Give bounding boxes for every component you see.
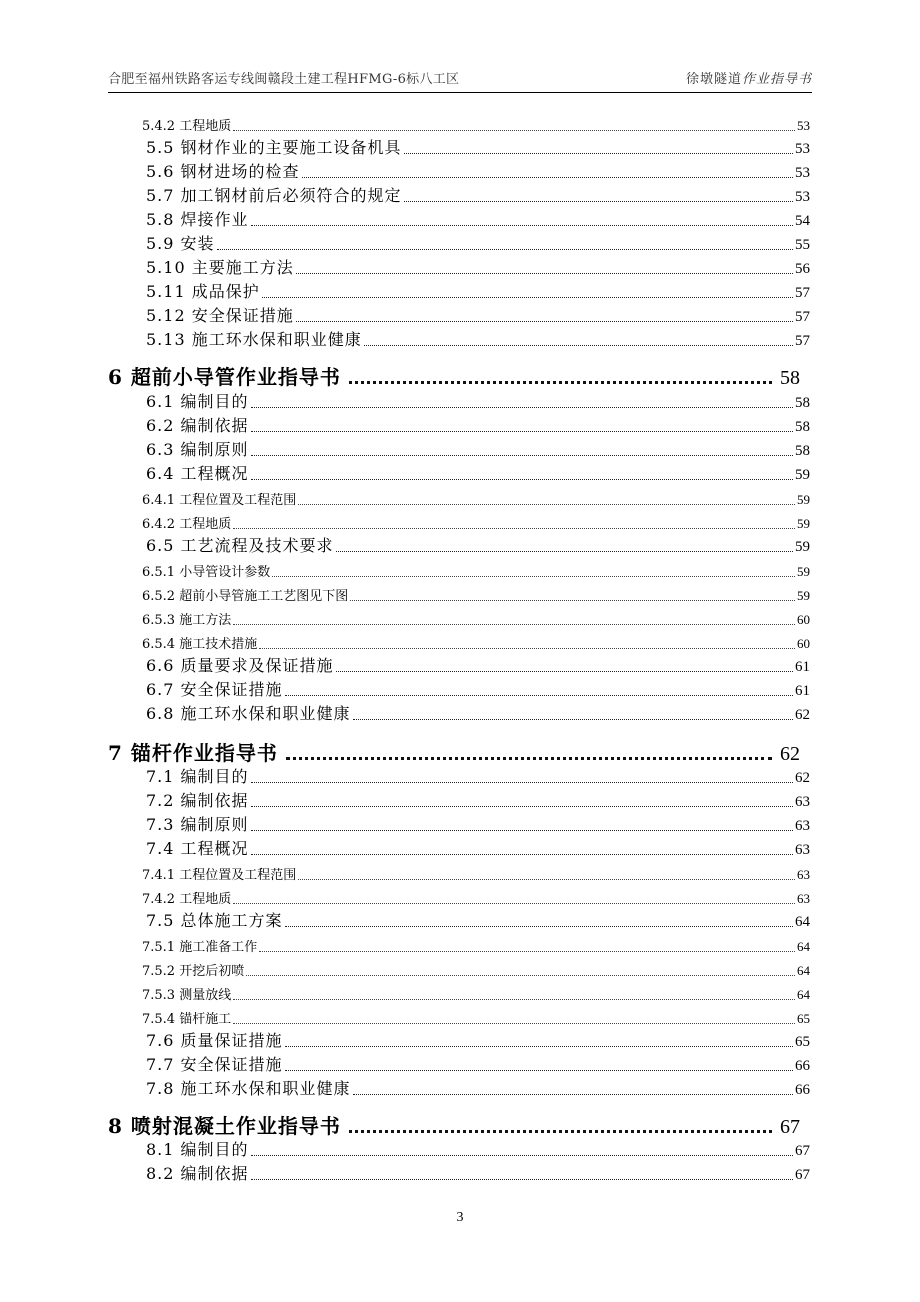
toc-entry-title: 7.8 施工环水保和职业健康 (146, 1079, 351, 1098)
toc-entry-page-number: 63 (795, 818, 810, 834)
toc-entry[interactable] (146, 1029, 810, 1051)
toc-entry-title: 7.5.3 测量放线 (142, 988, 232, 1003)
toc-entry-title: 6.5.2 超前小导管施工工艺图见下图 (142, 589, 349, 604)
toc-entry-title: 5.12 安全保证措施 (146, 306, 294, 325)
toc-dot-leader (285, 1046, 793, 1047)
toc-entry-page-number: 59 (797, 516, 810, 531)
toc-entry-title: 6.5.1 小导管设计参数 (142, 565, 271, 580)
toc-entry[interactable] (146, 390, 810, 412)
toc-entry-page-number: 66 (795, 1058, 810, 1074)
toc-entry-page-number: 55 (795, 237, 810, 253)
toc-dot-leader (251, 455, 793, 456)
toc-entry[interactable] (146, 909, 810, 931)
toc-dot-leader (251, 1179, 793, 1180)
toc-dot-leader (302, 177, 793, 178)
toc-entry-title: 6.5 工艺流程及技术要求 (146, 536, 334, 555)
toc-entry-page-number: 58 (795, 419, 810, 435)
toc-dot-leader (349, 1130, 772, 1133)
toc-entry[interactable] (142, 112, 810, 134)
toc-entry-title: 5.7 加工钢材前后必须符合的规定 (146, 186, 402, 205)
toc-entry[interactable] (142, 981, 810, 1003)
toc-entry[interactable] (146, 837, 810, 859)
toc-entry-page-number: 59 (797, 492, 810, 507)
toc-entry-title: 5.9 安装 (146, 234, 215, 253)
toc-dot-leader (272, 576, 795, 577)
toc-chapter-entry[interactable] (108, 362, 800, 390)
toc-dot-leader (259, 951, 795, 952)
toc-dot-leader (259, 648, 795, 649)
toc-entry-title: 7.5.1 施工准备工作 (142, 940, 258, 955)
toc-entry-title: 7.7 安全保证措施 (146, 1055, 283, 1074)
toc-dot-leader (251, 854, 793, 855)
toc-dot-leader (233, 999, 795, 1000)
toc-entry[interactable] (146, 678, 810, 700)
toc-entry[interactable] (146, 462, 810, 484)
toc-dot-leader (233, 130, 795, 131)
toc-entry-title: 6.7 安全保证措施 (146, 680, 283, 699)
toc-entry-title: 6.1 编制目的 (146, 392, 249, 411)
toc-dot-leader (251, 782, 793, 783)
toc-entry-title: 6 超前小导管作业指导书 (108, 365, 341, 389)
toc-dot-leader (285, 695, 793, 696)
toc-entry[interactable] (146, 232, 810, 254)
toc-entry[interactable] (146, 1138, 810, 1160)
toc-entry-title: 6.4.2 工程地质 (142, 517, 232, 532)
toc-entry[interactable] (146, 765, 810, 787)
toc-entry-page-number: 62 (795, 770, 810, 786)
header-project-title: 合肥至福州铁路客运专线闽赣段土建工程HFMG-6标八工区 (108, 72, 460, 87)
toc-entry-title: 6.4.1 工程位置及工程范围 (142, 493, 297, 508)
toc-entry-title: 7.3 编制原则 (146, 815, 249, 834)
toc-dot-leader (286, 757, 772, 760)
toc-entry-page-number: 60 (797, 636, 810, 651)
toc-entry[interactable] (146, 280, 810, 302)
toc-dot-leader (233, 903, 795, 904)
toc-entry[interactable] (142, 510, 810, 532)
toc-entry-page-number: 53 (795, 165, 810, 181)
toc-entry[interactable] (146, 328, 810, 350)
toc-dot-leader (285, 1070, 793, 1071)
toc-entry-title: 8 喷射混凝土作业指导书 (108, 1114, 341, 1138)
toc-chapter-entry[interactable] (108, 738, 800, 766)
toc-entry-page-number: 58 (780, 367, 800, 389)
toc-dot-leader (233, 528, 795, 529)
toc-entry-title: 7.4.2 工程地质 (142, 892, 232, 907)
toc-dot-leader (251, 407, 793, 408)
toc-entry[interactable] (142, 558, 810, 580)
toc-entry-page-number: 53 (795, 141, 810, 157)
toc-dot-leader (262, 297, 793, 298)
toc-dot-leader (298, 504, 795, 505)
toc-entry[interactable] (146, 789, 810, 811)
toc-entry-page-number: 60 (797, 612, 810, 627)
toc-entry-title: 7.5.4 锚杆施工 (142, 1012, 232, 1027)
toc-entry-title: 7.6 质量保证措施 (146, 1031, 283, 1050)
toc-entry-page-number: 65 (797, 1011, 810, 1026)
toc-entry-page-number: 53 (797, 118, 810, 133)
toc-dot-leader (246, 975, 795, 976)
toc-entry[interactable] (146, 438, 810, 460)
toc-dot-leader (251, 431, 793, 432)
toc-entry-page-number: 63 (795, 842, 810, 858)
toc-chapter-entry[interactable] (108, 1111, 800, 1139)
toc-entry-title: 8.2 编制依据 (146, 1164, 249, 1183)
toc-entry[interactable] (146, 304, 810, 326)
toc-entry[interactable] (146, 702, 810, 724)
toc-entry-title: 5.11 成品保护 (146, 282, 260, 301)
toc-entry-title: 5.10 主要施工方法 (146, 258, 294, 277)
toc-entry-title: 7.1 编制目的 (146, 767, 249, 786)
header-doc-type: 作业指导书 (741, 72, 812, 87)
toc-entry-page-number: 57 (795, 309, 810, 325)
toc-dot-leader (336, 551, 793, 552)
toc-dot-leader (349, 381, 772, 384)
toc-entry-page-number: 67 (795, 1167, 810, 1183)
page-number: 3 (456, 1210, 464, 1225)
toc-entry-page-number: 59 (797, 588, 810, 603)
toc-entry-page-number: 64 (797, 963, 810, 978)
toc-entry-title: 6.5.3 施工方法 (142, 613, 232, 628)
toc-entry-page-number: 64 (797, 987, 810, 1002)
toc-entry-page-number: 61 (795, 659, 810, 675)
toc-entry-page-number: 63 (795, 794, 810, 810)
toc-entry[interactable] (146, 1077, 810, 1099)
toc-dot-leader (296, 321, 793, 322)
toc-entry-page-number: 64 (797, 939, 810, 954)
toc-entry-title: 5.13 施工环水保和职业健康 (146, 330, 362, 349)
toc-dot-leader (350, 600, 795, 601)
toc-entry-title: 6.4 工程概况 (146, 464, 249, 483)
toc-entry[interactable] (142, 957, 810, 979)
toc-entry[interactable] (142, 885, 810, 907)
toc-entry-page-number: 63 (797, 867, 810, 882)
toc-entry-page-number: 58 (795, 443, 810, 459)
toc-entry-title: 7.2 编制依据 (146, 791, 249, 810)
toc-entry[interactable] (142, 582, 810, 604)
toc-dot-leader (251, 806, 793, 807)
toc-dot-leader (251, 479, 793, 480)
toc-entry[interactable] (142, 606, 810, 628)
toc-entry-page-number: 56 (795, 261, 810, 277)
toc-entry-page-number: 59 (795, 467, 810, 483)
toc-entry[interactable] (146, 654, 810, 676)
toc-entry-title: 7 锚杆作业指导书 (108, 741, 278, 765)
toc-dot-leader (285, 926, 793, 927)
toc-entry-title: 7.4.1 工程位置及工程范围 (142, 868, 297, 883)
toc-entry[interactable] (146, 160, 810, 182)
toc-entry-page-number: 63 (797, 891, 810, 906)
toc-entry-title: 5.4.2 工程地质 (142, 119, 232, 134)
toc-dot-leader (233, 1023, 795, 1024)
toc-entry-page-number: 67 (795, 1143, 810, 1159)
toc-dot-leader (251, 830, 793, 831)
toc-entry-page-number: 58 (795, 395, 810, 411)
toc-dot-leader (217, 249, 793, 250)
header-tunnel-name: 徐墩隧道 (685, 72, 742, 87)
toc-entry-page-number: 54 (795, 213, 810, 229)
toc-entry-title: 7.5.2 开挖后初喷 (142, 964, 245, 979)
toc-entry[interactable] (142, 486, 810, 508)
toc-entry-page-number: 62 (780, 743, 800, 765)
toc-entry[interactable] (146, 813, 810, 835)
toc-entry-title: 5.6 钢材进场的检查 (146, 162, 300, 181)
toc-dot-leader (251, 1155, 793, 1156)
toc-entry[interactable] (146, 1053, 810, 1075)
toc-entry[interactable] (146, 256, 810, 278)
toc-dot-leader (296, 273, 793, 274)
toc-dot-leader (364, 345, 793, 346)
toc-entry[interactable] (146, 534, 810, 556)
toc-entry-title: 6.8 施工环水保和职业健康 (146, 704, 351, 723)
toc-entry-title: 5.5 钢材作业的主要施工设备机具 (146, 138, 402, 157)
toc-entry[interactable] (146, 184, 810, 206)
toc-entry[interactable] (146, 1162, 810, 1184)
toc-entry-page-number: 57 (795, 285, 810, 301)
toc-dot-leader (298, 879, 795, 880)
toc-entry-title: 5.8 焊接作业 (146, 210, 249, 229)
toc-entry-page-number: 64 (795, 914, 810, 930)
toc-entry-page-number: 59 (795, 539, 810, 555)
toc-entry-page-number: 61 (795, 683, 810, 699)
toc-entry-page-number: 53 (795, 189, 810, 205)
toc-entry-page-number: 57 (795, 333, 810, 349)
toc-dot-leader (353, 719, 793, 720)
toc-entry[interactable] (142, 1005, 810, 1027)
toc-dot-leader (336, 671, 793, 672)
toc-entry-title: 6.2 编制依据 (146, 416, 249, 435)
toc-entry-page-number: 65 (795, 1034, 810, 1050)
toc-entry-title: 6.3 编制原则 (146, 440, 249, 459)
toc-dot-leader (251, 225, 793, 226)
toc-entry-page-number: 59 (797, 564, 810, 579)
toc-entry[interactable] (146, 414, 810, 436)
toc-entry-title: 6.5.4 施工技术措施 (142, 637, 258, 652)
toc-entry-page-number: 62 (795, 707, 810, 723)
toc-entry-title: 6.6 质量要求及保证措施 (146, 656, 334, 675)
toc-dot-leader (233, 624, 795, 625)
toc-entry[interactable] (146, 208, 810, 230)
toc-entry-page-number: 67 (780, 1116, 800, 1138)
toc-entry[interactable] (142, 933, 810, 955)
toc-dot-leader (353, 1094, 793, 1095)
toc-entry[interactable] (142, 630, 810, 652)
toc-entry-title: 7.5 总体施工方案 (146, 911, 283, 930)
toc-entry[interactable] (142, 861, 810, 883)
toc-dot-leader (404, 153, 793, 154)
toc-entry-title: 8.1 编制目的 (146, 1140, 249, 1159)
toc-entry-page-number: 66 (795, 1082, 810, 1098)
toc-entry[interactable] (146, 136, 810, 158)
toc-dot-leader (404, 201, 793, 202)
toc-entry-title: 7.4 工程概况 (146, 839, 249, 858)
